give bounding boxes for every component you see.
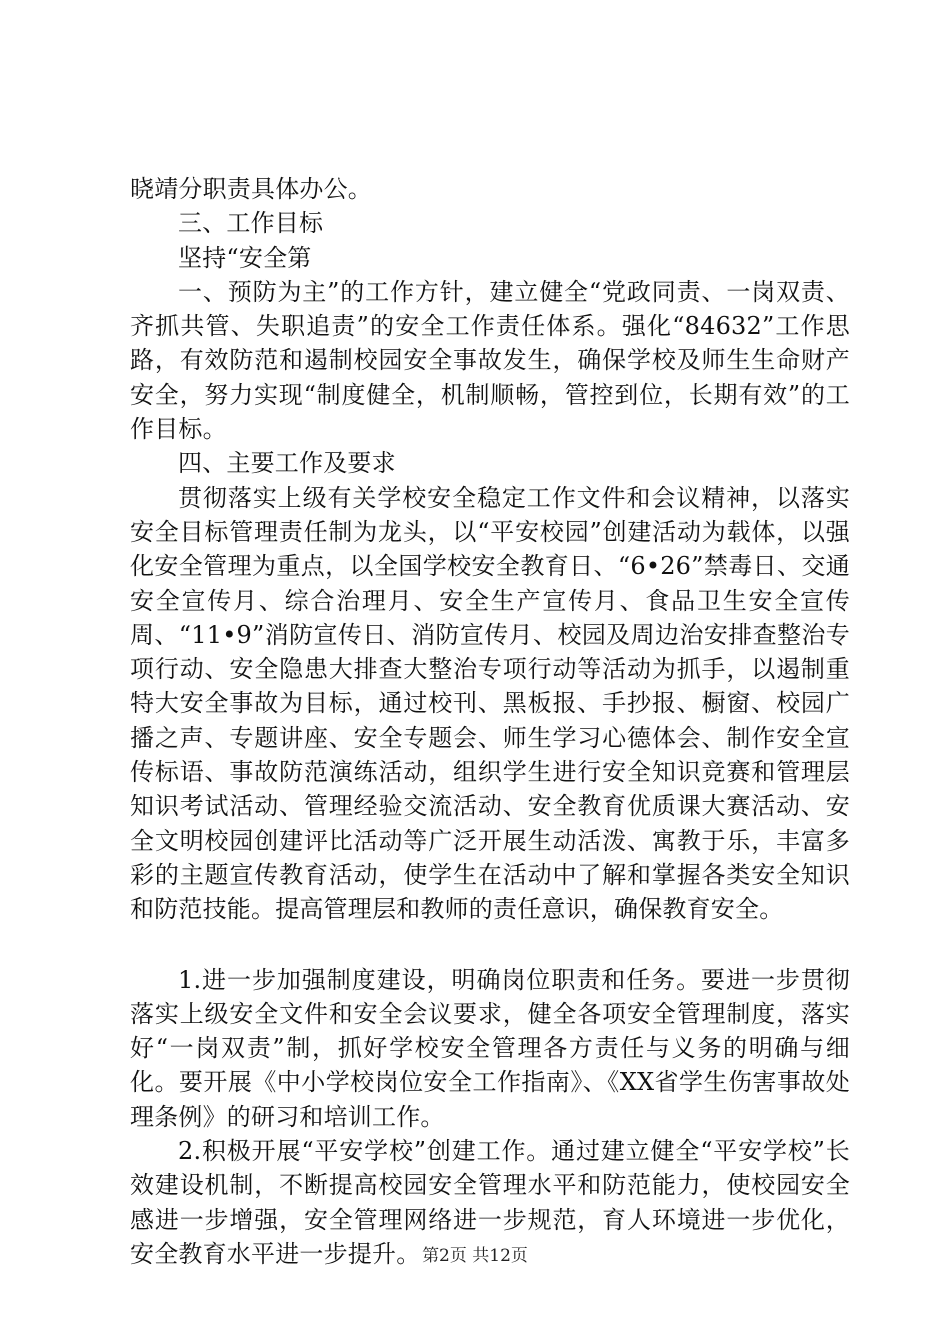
section-heading-work-goals: 三、工作目标 bbox=[178, 209, 324, 238]
paragraph-work-goals: 一、预防为主”的工作方针，建立健全“党政同责、一岗双责、齐抓共管、失职追责”的安全工作责任体系。强化“84632”工作思路，有效防范和遏制校园安全事故发生，确保学校及师生生命财产安全，努力实现“制度健全，机制顺畅，管控到位，长期有效”的工作目标。 bbox=[130, 277, 850, 444]
paragraph-continuation: 晓靖分职责具体办公。 bbox=[130, 175, 372, 203]
section-heading-main-tasks: 四、主要工作及要求 bbox=[178, 449, 396, 478]
paragraph-fragment: 坚持“安全第 bbox=[178, 243, 312, 272]
paragraph-main-tasks: 贯彻落实上级有关学校安全稳定工作文件和会议精神，以落实安全目标管理责任制为龙头，以“平安校园”创建活动为载体，以强化安全管理为重点，以全国学校安全教育日、“6•26”禁毒日、交通安全宣传月、综合治理月、安全生产宣传月、食品卫生安全宣传周、“11•9”消防宣传日、消防宣传月、校园及周边治安排查整治专项行动、安全隐患大排查大整治专项行动等活动为抓手，以遏制重特大安全事故为目标，通过校刊、黑板报、手抄报、橱窗、校园广播之声、专题讲座、安全专题会、师生学习心德体会、制作安全宣传标语、事故防范演练活动，组织学生进行安全知识竞赛和管理层知识考试活动、管理经验交流活动、安全教育优质课大赛活动、安全文明校园创建评比活动等广泛开展生动活泼、寓教于乐，丰富多彩的主题宣传教育活动，使学生在活动中了解和掌握各类安全知识和防范技能。提高管理层和教师的责任意识，确保教育安全。 bbox=[130, 483, 850, 924]
list-item-system-building: 1.进一步加强制度建设，明确岗位职责和任务。要进一步贯彻落实上级安全文件和安全会议要求，健全各项安全管理制度，落实好“一岗双责”制，抓好学校安全管理各方责任与义务的明确与细化。要开展《中小学校岗位安全工作指南》、《XX省学生伤害事故处理条例》的研习和培训工作。 bbox=[130, 965, 850, 1131]
list-item-safe-school: 2.积极开展“平安学校”创建工作。通过建立健全“平安学校”长效建设机制，不断提高校园安全管理水平和防范能力，使校园安全感进一步增强，安全管理网络进一步规范，育人环境进一步优化，安全教育水平进一步提升。 bbox=[130, 1137, 850, 1268]
document-body bbox=[130, 172, 850, 1271]
page-number-footer: 第2页 共12页 bbox=[422, 1246, 528, 1266]
paragraph-spacer bbox=[130, 927, 850, 963]
